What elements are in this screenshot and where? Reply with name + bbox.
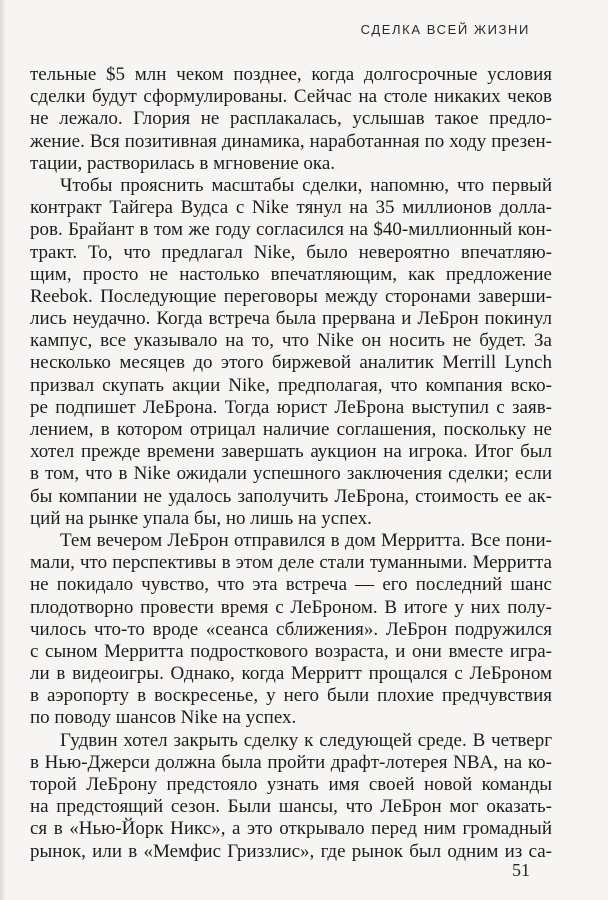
- text-line: ров. Брайант в том же году согласился на $40-миллионный кон-: [30, 219, 552, 241]
- text-line: ре подпишет ЛеБрона. Тогда юрист ЛеБрона выступил с заяв-: [30, 396, 552, 418]
- text-line: не лежало. Глория не расплакалась, услышав такое предло-: [30, 108, 552, 130]
- text-line: тельные $5 млн чеком позднее, когда долгосрочные условия: [30, 64, 552, 85]
- text-line: ли в видеоигры. Однако, когда Мерритт прощался с ЛеБроном: [30, 663, 552, 685]
- text-line: призвал скупать акции Nike, предполагая, что компания вско-: [30, 374, 552, 396]
- text-line: сделки будут сформулированы. Сейчас на столе никаких чеков: [30, 86, 552, 108]
- text-line: в том, что в Nike ожидали успешного заключения сделки; если: [30, 463, 552, 485]
- text-line: не покидало чувство, что эта встреча — его последний шанс: [30, 574, 552, 596]
- text-line: хотел прежде времени завершать аукцион на игрока. Итог был: [30, 441, 552, 463]
- running-head: СДЕЛКА ВСЕЙ ЖИЗНИ: [360, 22, 530, 37]
- text-line: в аэропорту в воскресенье, у него были плохие предчувствия: [30, 685, 552, 707]
- text-line: ся в «Нью-Йорк Никс», а это открывало перед ним громадный: [30, 818, 552, 840]
- text-line: рынок, или в «Мемфис Гриззлис», где рынок был одним из са-: [30, 840, 552, 862]
- text-line: тракт. То, что предлагал Nike, было невероятно впечатляю-: [30, 241, 552, 263]
- text-line: жение. Вся позитивная динамика, наработанная по ходу презен-: [30, 130, 552, 152]
- page-number: 51: [512, 860, 530, 880]
- text-line: Гудвин хотел закрыть сделку к следующей среде. В четверг: [60, 729, 552, 751]
- text-line: Тем вечером ЛеБрон отправился в дом Мерритта. Все пони-: [60, 529, 552, 551]
- text-line: бы компании не удалось заполучить ЛеБрона, стоимость ее ак-: [30, 485, 552, 507]
- text-line: с сыном Мерритта подросткового возраста, и они вместе игра-: [30, 640, 552, 662]
- text-line: тации, растворилась в мгновение ока.: [30, 152, 336, 174]
- text-line: чилось что-то вроде «сеанса сближения». ЛеБрон подружился: [30, 618, 552, 640]
- page-edge-shadow: [0, 0, 6, 900]
- text-line: по поводу шансов Nike на успех.: [30, 707, 297, 729]
- text-line: на предстоящий сезон. Были шансы, что ЛеБрон мог оказать-: [30, 796, 552, 818]
- text-line: контракт Тайгера Вудса с Nike тянул на 35 миллионов долла-: [30, 197, 552, 219]
- text-line: Чтобы прояснить масштабы сделки, напомню, что первый: [60, 174, 552, 196]
- text-line: Reebok. Последующие переговоры между сторонами заверши-: [30, 285, 552, 307]
- text-line: мали, что перспективы в этом деле стали туманными. Мерритта: [30, 552, 552, 574]
- text-line: кампус, все указывало на то, что Nike он носить не будет. За: [30, 330, 552, 352]
- text-line: несколько месяцев до этого биржевой аналитик Merrill Lynch: [30, 352, 552, 374]
- body-text: [30, 64, 552, 863]
- text-line: щим, просто не настолько впечатляющим, как предложение: [30, 263, 552, 285]
- text-line: в Нью-Джерси должна была пройти драфт-лотерея NBA, на ко-: [30, 751, 552, 773]
- text-line: лением, в котором отрицал наличие соглашения, поскольку не: [30, 419, 552, 440]
- text-line: ций на рынке упала бы, но лишь на успех.: [30, 507, 372, 529]
- text-line: плодотворно провести время с ЛеБроном. В итоге у них полу-: [30, 596, 552, 618]
- text-line: лись неудачно. Когда встреча была прервана и ЛеБрон покинул: [30, 308, 552, 330]
- text-line: торой ЛеБрону предстояло узнать имя своей новой команды: [30, 774, 552, 795]
